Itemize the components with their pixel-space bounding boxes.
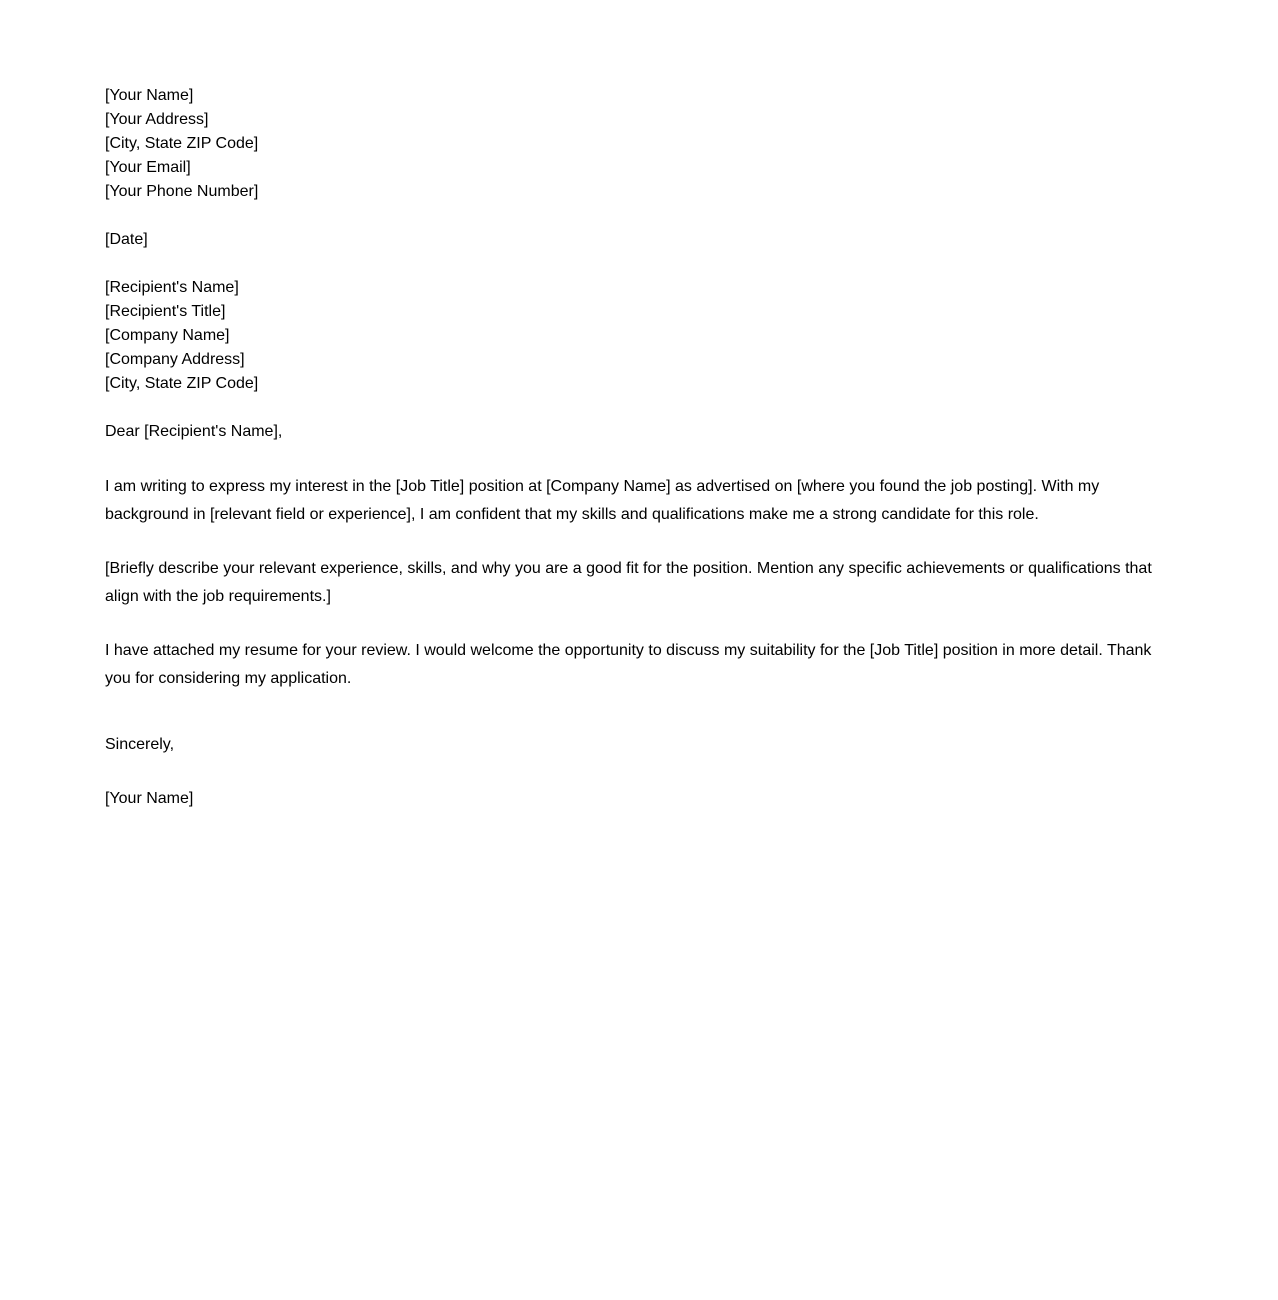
sender-phone: [Your Phone Number] — [105, 183, 259, 200]
body-paragraph-closing: I have attached my resume for your review. I would welcome the opportunity to discuss my suitability for the [Job Title] position in more detail. Thank you for considering my application. — [105, 642, 1152, 687]
sender-city-state-zip: [City, State ZIP Code] — [105, 135, 259, 152]
recipient-company-address: [Company Address] — [105, 351, 245, 368]
closing-line: Sincerely, — [105, 736, 175, 753]
recipient-city-state-zip: [City, State ZIP Code] — [105, 375, 259, 392]
recipient-name: [Recipient's Name] — [105, 279, 239, 296]
body-paragraph-experience: [Briefly describe your relevant experience, skills, and why you are a good fit for the position. Mention any specific achievements or qualifications that align with the job requirements.] — [105, 560, 1152, 605]
date-line: [Date] — [105, 231, 148, 248]
sender-name: [Your Name] — [105, 87, 194, 104]
salutation-line: Dear [Recipient's Name], — [105, 423, 283, 440]
signature-name: [Your Name] — [105, 790, 194, 807]
sender-email: [Your Email] — [105, 159, 191, 176]
sender-address: [Your Address] — [105, 111, 209, 128]
sender-contact-block — [105, 84, 1163, 204]
recipient-company-name: [Company Name] — [105, 327, 230, 344]
recipient-title: [Recipient's Title] — [105, 303, 226, 320]
recipient-address-block — [105, 276, 1163, 396]
body-paragraph-intro: I am writing to express my interest in the [Job Title] position at [Company Name] as advertised on [where you found the job posting]. With my background in [relevant field or experience], I am confident that my skills and qualifications make me a strong candidate for this role. — [105, 478, 1100, 523]
date-block — [105, 228, 1163, 252]
